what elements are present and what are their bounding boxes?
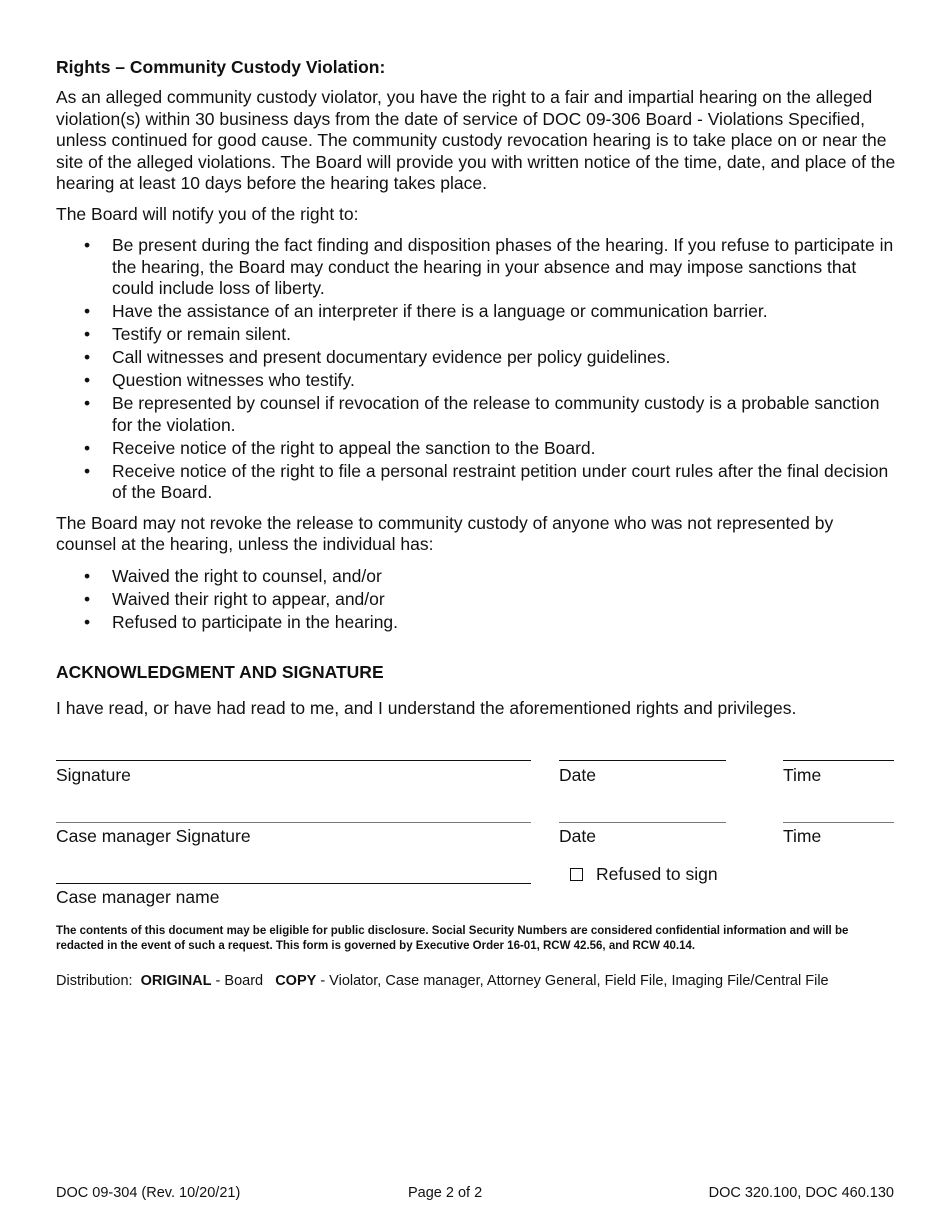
distribution-line <box>56 972 916 990</box>
refused-to-sign-option[interactable] <box>570 864 718 884</box>
date-label: Date <box>559 765 596 785</box>
bullet-icon: • <box>84 347 91 367</box>
rights-heading: Rights – Community Custody Violation: <box>56 57 386 77</box>
list-item: • Be present during the fact finding and disposition phases of the hearing. If you refuse to participate in the hearing, the Board may conduct the hearing in your absence and may impose sanctions that could include loss of liberty. <box>84 235 894 298</box>
bullet-icon: • <box>84 565 91 586</box>
list-item: • Waived the right to counsel, and/or <box>84 565 382 586</box>
distribution-prefix: Distribution: <box>56 973 133 989</box>
disclosure-notice: The contents of this document may be eligible for public disclosure. Social Security Numbers are considered confidential information and will be redacted in the event of such a request. This form is governed by Executive Order 16-01, RCW 42.56, and RCW 40.14. <box>56 925 849 952</box>
distribution-copy-label: COPY <box>275 973 317 989</box>
signature-label: Signature <box>56 765 131 785</box>
acknowledgment-text: I have read, or have had read to me, and I understand the aforementioned rights and privileges. <box>56 697 797 718</box>
list-item: • Testify or remain silent. <box>84 324 291 344</box>
case-manager-date-label: Date <box>559 826 596 846</box>
list-item: • Question witnesses who testify. <box>84 370 355 390</box>
rights-list <box>56 235 896 504</box>
notify-lead: The Board will notify you of the right to: <box>56 203 359 224</box>
distribution-copy-to: - Violator, Case manager, Attorney General, Field File, Imaging File/Central File <box>320 973 829 989</box>
case-manager-date-line[interactable] <box>559 822 726 823</box>
case-manager-time-label: Time <box>783 826 822 846</box>
distribution-original-to: - Board <box>215 973 264 989</box>
bullet-icon: • <box>84 393 91 413</box>
bullet-icon: • <box>84 324 91 344</box>
case-manager-time-line[interactable] <box>783 822 894 823</box>
time-label: Time <box>783 765 822 785</box>
list-item: • Receive notice of the right to file a personal restraint petition under court rules after the final decision of the Board. <box>84 460 889 502</box>
list-item: • Call witnesses and present documentary evidence per policy guidelines. <box>84 347 671 367</box>
footer-policy-refs: DOC 320.100, DOC 460.130 <box>708 1185 894 1201</box>
footer-page-number: Page 2 of 2 <box>408 1185 483 1201</box>
acknowledgment-heading: ACKNOWLEDGMENT AND SIGNATURE <box>56 662 384 682</box>
bullet-icon: • <box>84 588 91 609</box>
list-item: • Refused to participate in the hearing. <box>84 611 399 632</box>
list-item: • Receive notice of the right to appeal the sanction to the Board. <box>84 437 596 458</box>
case-manager-name-label: Case manager name <box>56 887 220 907</box>
bullet-icon: • <box>84 437 91 458</box>
revoke-text: The Board may not revoke the release to community custody of anyone who was not represented by counsel at the hearing, unless the individual has: <box>56 512 834 554</box>
list-item: • Waived their right to appear, and/or <box>84 588 385 609</box>
footer-form-id: DOC 09-304 (Rev. 10/20/21) <box>56 1185 241 1201</box>
rights-intro: As an alleged community custody violator, you have the right to a fair and impartial hearing on the alleged violation(s) within 30 business days from the date of service of DOC 09-306 Board - Violations Specified, unless continued for good cause. The community custody revocation hearing is to take place on or near the site of the alleged violations. The Board will provide you with written notice of the time, date, and place of the hearing at least 10 days before the hearing takes place. <box>56 87 896 193</box>
exceptions-list <box>56 566 896 634</box>
distribution-original-label: ORIGINAL <box>140 973 212 989</box>
time-line[interactable] <box>783 760 894 761</box>
bullet-icon: • <box>84 370 91 390</box>
signature-line[interactable] <box>56 760 531 761</box>
bullet-icon: • <box>84 301 91 321</box>
bullet-icon: • <box>84 460 91 481</box>
case-manager-signature-line[interactable] <box>56 822 531 823</box>
document-body <box>56 56 896 719</box>
list-item: • Have the assistance of an interpreter if there is a language or communication barrier. <box>84 301 768 321</box>
refused-to-sign-label: Refused to sign <box>596 864 718 884</box>
date-line[interactable] <box>559 760 726 761</box>
list-item: • Be represented by counsel if revocation of the release to community custody is a probable sanction for the violation. <box>84 393 880 435</box>
case-manager-name-line[interactable] <box>56 883 531 884</box>
refused-to-sign-checkbox[interactable] <box>570 868 583 881</box>
case-manager-signature-label: Case manager Signature <box>56 826 251 846</box>
bullet-icon: • <box>84 611 91 632</box>
bullet-icon: • <box>84 235 91 255</box>
